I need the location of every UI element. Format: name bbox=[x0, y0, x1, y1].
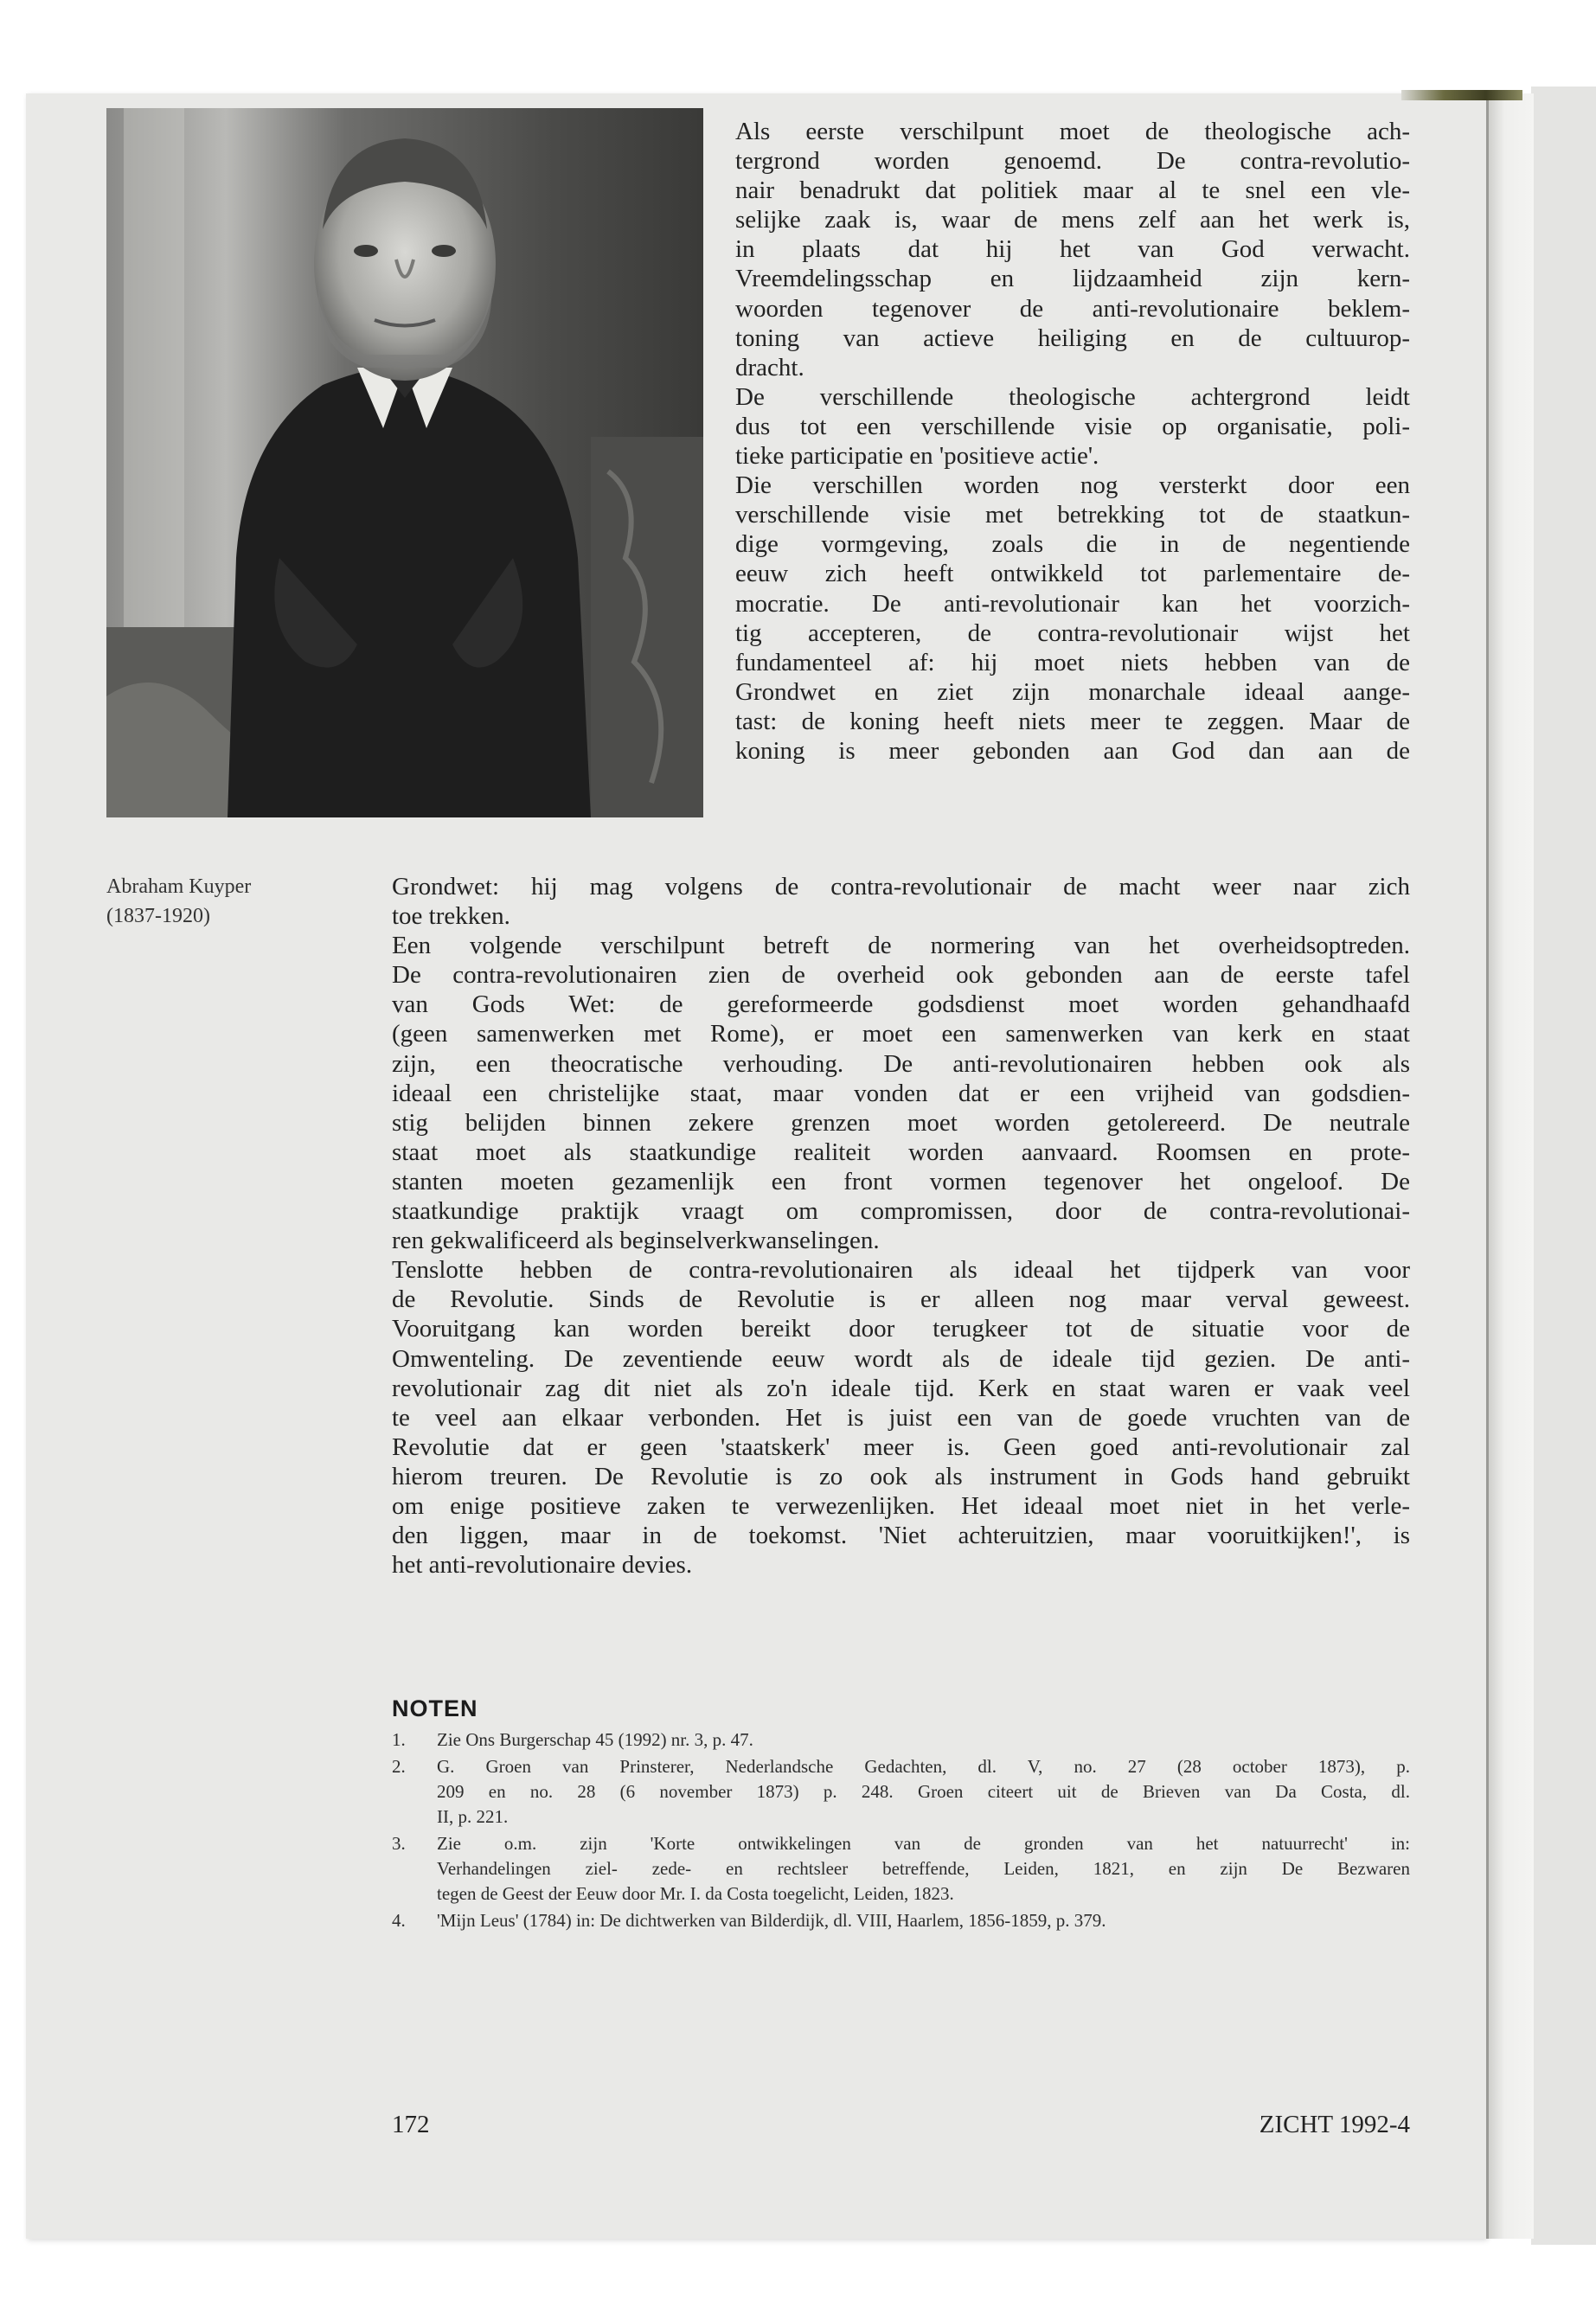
text-line: De verschillende theologische achtergrond leidt bbox=[735, 382, 1410, 411]
text-line: nair benadrukt dat politiek maar al te snel een vle- bbox=[735, 176, 1410, 205]
right-column-text bbox=[735, 117, 1410, 766]
text-line: tast: de koning heeft niets meer te zeggen. Maar de bbox=[735, 707, 1410, 735]
note-line: G. Groen van Prinsterer, Nederlandsche Gedachten, dl. V, no. 27 (28 october 1873), p. bbox=[437, 1756, 1410, 1777]
text-line: van Gods Wet: de gereformeerde godsdienst moet worden gehandhaafd bbox=[392, 990, 1410, 1019]
text-line: selijke zaak is, waar de mens zelf aan het werk is, bbox=[735, 206, 1410, 234]
text-line: stig belijden binnen zekere grenzen moet worden getolereerd. De neutrale bbox=[392, 1108, 1410, 1137]
text-line: fundamenteel af: hij moet niets hebben van de bbox=[735, 648, 1410, 676]
caption-name: Abraham Kuyper bbox=[106, 875, 252, 898]
note-item bbox=[392, 1831, 1410, 1907]
text-line: tergrond worden genoemd. De contra-revolutio- bbox=[735, 147, 1410, 176]
text-line: ideaal een christelijke staat, maar vonden dat er een vrijheid van godsdien- bbox=[392, 1079, 1410, 1107]
text-line: woorden tegenover de anti-revolutionaire beklem- bbox=[735, 294, 1410, 323]
text-line: ren gekwalificeerd als beginselverkwanselingen. bbox=[392, 1227, 880, 1255]
note-item bbox=[392, 1727, 1410, 1753]
page-spine-shadow bbox=[1486, 93, 1534, 2239]
text-line: eeuw zich heeft ontwikkeld tot parlementaire de- bbox=[735, 560, 1410, 588]
text-line: Grondwet en ziet zijn monarchale ideaal aange- bbox=[735, 677, 1410, 706]
text-line: den liggen, maar in de toekomst. 'Niet achteruitzien, maar vooruitkijken!', is bbox=[392, 1522, 1410, 1550]
note-line: II, p. 221. bbox=[437, 1806, 509, 1827]
notes-heading: NOTEN bbox=[392, 1695, 478, 1721]
text-line: dige vormgeving, zoals die in de negentiende bbox=[735, 530, 1410, 559]
text-line: Vooruitgang kan worden bereikt door terugkeer tot de situatie voor de bbox=[392, 1315, 1410, 1343]
note-number: 3. bbox=[392, 1833, 406, 1854]
portrait-illustration bbox=[106, 108, 703, 817]
text-line: De contra-revolutionairen zien de overheid ook gebonden aan de eerste tafel bbox=[392, 961, 1410, 990]
text-line: het anti-revolutionaire devies. bbox=[392, 1551, 693, 1580]
text-line: revolutionair zag dit niet als zo'n ideale tijd. Kerk en staat waren er vaak veel bbox=[392, 1374, 1410, 1402]
portrait-photo bbox=[106, 108, 703, 817]
text-line: Die verschillen worden nog versterkt door een bbox=[735, 471, 1410, 500]
notes-section bbox=[392, 1695, 1410, 1935]
note-line: 'Mijn Leus' (1784) in: De dichtwerken van Bilderdijk, dl. VIII, Haarlem, 1856-1859, p. 379. bbox=[437, 1910, 1106, 1931]
text-line: Vreemdelingsschap en lijdzaamheid zijn kern- bbox=[735, 265, 1410, 293]
text-line: de Revolutie. Sinds de Revolutie is er alleen nog maar verval geweest. bbox=[392, 1285, 1410, 1314]
text-line: Omwenteling. De zeventiende eeuw wordt als de ideale tijd gezien. De anti- bbox=[392, 1344, 1410, 1373]
note-number: 2. bbox=[392, 1756, 406, 1777]
text-line: Een volgende verschilpunt betreft de normering van het overheidsoptreden. bbox=[392, 932, 1410, 960]
note-number: 4. bbox=[392, 1910, 406, 1931]
text-line: dus tot een verschillende visie op organisatie, poli- bbox=[735, 412, 1410, 440]
note-number: 1. bbox=[392, 1729, 406, 1750]
text-line: mocratie. De anti-revolutionair kan het voorzich- bbox=[735, 589, 1410, 618]
text-line: tieke participatie en 'positieve actie'. bbox=[735, 442, 1099, 471]
text-line: om enige positieve zaken te verwezenlijken. Het ideaal moet niet in het verle- bbox=[392, 1491, 1410, 1520]
text-line: toe trekken. bbox=[392, 902, 510, 931]
text-line: staatkundige praktijk vraagt om compromissen, door de contra-revolutionai- bbox=[392, 1197, 1410, 1226]
text-line: zijn, een theocratische verhouding. De anti-revolutionairen hebben ook als bbox=[392, 1049, 1410, 1078]
text-line: koning is meer gebonden aan God dan aan de bbox=[735, 736, 1410, 765]
text-line: tig accepteren, de contra-revolutionair wijst het bbox=[735, 619, 1410, 647]
text-line: Tenslotte hebben de contra-revolutionairen als ideaal het tijdperk van voor bbox=[392, 1256, 1410, 1285]
text-line: Grondwet: hij mag volgens de contra-revolutionair de macht weer naar zich bbox=[392, 873, 1410, 901]
text-line: hierom treuren. De Revolutie is zo ook als instrument in Gods hand gebruikt bbox=[392, 1462, 1410, 1490]
bookmark-ribbon bbox=[1401, 90, 1522, 100]
text-line: stanten moeten gezamenlijk een front vormen tegenover het ongeloof. De bbox=[392, 1167, 1410, 1195]
adjacent-page-edge bbox=[1531, 87, 1596, 2245]
journal-issue: ZICHT 1992-4 bbox=[1259, 2111, 1410, 2138]
note-line: tegen de Geest der Eeuw door Mr. I. da Costa toegelicht, Leiden, 1823. bbox=[437, 1883, 954, 1904]
note-line: 209 en no. 28 (6 november 1873) p. 248. Groen citeert uit de Brieven van Da Costa, dl. bbox=[437, 1781, 1410, 1802]
text-line: toning van actieve heiliging en de cultuurop- bbox=[735, 324, 1410, 352]
page-number: 172 bbox=[392, 2111, 430, 2138]
text-line: Revolutie dat er geen 'staatskerk' meer is. Geen goed anti-revolutionair zal bbox=[392, 1433, 1410, 1461]
text-line: verschillende visie met betrekking tot de staatkun- bbox=[735, 501, 1410, 529]
note-item bbox=[392, 1908, 1410, 1933]
text-line: Als eerste verschilpunt moet de theologische ach- bbox=[735, 118, 1410, 145]
note-line: Zie Ons Burgerschap 45 (1992) nr. 3, p. 47. bbox=[437, 1729, 753, 1750]
note-item bbox=[392, 1754, 1410, 1830]
text-line: (geen samenwerken met Rome), er moet een samenwerken van kerk en staat bbox=[392, 1020, 1410, 1048]
text-line: dracht. bbox=[735, 353, 804, 381]
full-width-text bbox=[392, 872, 1410, 1580]
text-line: in plaats dat hij het van God verwacht. bbox=[735, 235, 1410, 264]
caption-years: (1837-1920) bbox=[106, 905, 210, 927]
text-line: staat moet als staatkundige realiteit worden aanvaard. Roomsen en prote- bbox=[392, 1138, 1410, 1166]
photo-caption bbox=[106, 872, 366, 931]
note-line: Zie o.m. zijn 'Korte ontwikkelingen van de gronden van het natuurrecht' in: bbox=[437, 1833, 1410, 1854]
note-line: Verhandelingen ziel- zede- en rechtsleer betreffende, Leiden, 1821, en zijn De Bezwaren bbox=[437, 1858, 1410, 1879]
text-line: te veel aan elkaar verbonden. Het is juist een van de goede vruchten van de bbox=[392, 1403, 1410, 1432]
